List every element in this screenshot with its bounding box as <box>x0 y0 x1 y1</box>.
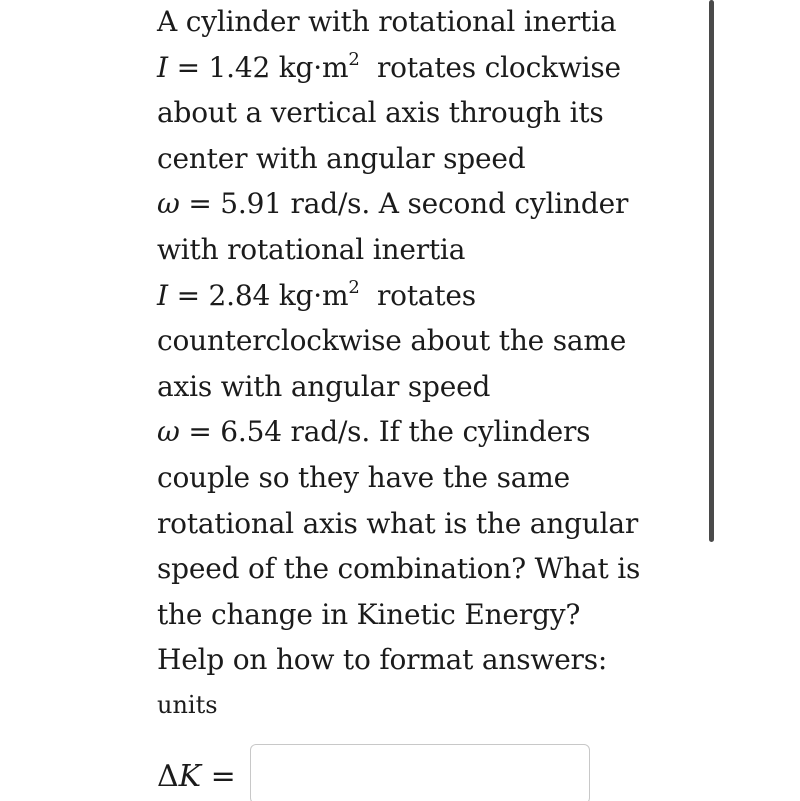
inertia-value: = 1.42 kg·m <box>167 50 349 84</box>
exponent: 2 <box>348 48 360 70</box>
problem-text: speed of the combination? What is <box>157 552 641 586</box>
inertia-symbol: I <box>157 50 168 84</box>
problem-text: center with angular speed <box>157 141 526 175</box>
inertia-symbol: I <box>157 278 168 312</box>
problem-line <box>157 273 697 319</box>
problem-text: the change in Kinetic Energy? <box>157 597 581 631</box>
answer-row <box>157 744 590 801</box>
problem-text: Help on how to format answers: <box>157 643 608 677</box>
kinetic-energy-symbol: K <box>178 759 202 794</box>
problem-line <box>157 90 697 136</box>
problem-text: couple so they have the same <box>157 460 570 494</box>
problem-text: A second cylinder <box>370 187 629 221</box>
problem-line <box>157 227 697 273</box>
problem-statement <box>157 0 697 725</box>
units-help-link[interactable]: units <box>157 690 218 719</box>
omega-symbol: ω <box>157 415 180 449</box>
problem-line <box>157 546 697 592</box>
problem-line <box>157 318 697 364</box>
problem-text: with rotational inertia <box>157 232 466 266</box>
problem-line <box>157 181 697 227</box>
problem-text: about a vertical axis through its <box>157 96 604 130</box>
problem-text: rotational axis what is the angular <box>157 506 639 540</box>
problem-line <box>157 364 697 410</box>
omega-symbol: ω <box>157 187 180 221</box>
problem-text: counterclockwise about the same <box>157 324 627 358</box>
problem-line <box>157 136 697 182</box>
problem-text: axis with angular speed <box>157 369 491 403</box>
problem-text: A cylinder with rotational inertia <box>157 5 617 38</box>
problem-line <box>157 455 697 501</box>
delta-k-answer-input[interactable] <box>250 744 590 801</box>
problem-text: rotates <box>359 278 476 312</box>
format-help-text <box>157 637 697 683</box>
delta-symbol: Δ <box>157 759 179 794</box>
problem-text: rotates clockwise <box>359 50 621 84</box>
problem-line <box>157 45 697 91</box>
omega-value: = 6.54 rad/s. <box>179 415 371 449</box>
scrollbar-thumb[interactable] <box>709 0 714 542</box>
answer-label <box>157 759 236 794</box>
inertia-value: = 2.84 kg·m <box>167 278 349 312</box>
exponent: 2 <box>348 276 360 298</box>
omega-value: = 5.91 rad/s. <box>179 187 371 221</box>
problem-line <box>157 501 697 547</box>
equals-sign: = <box>201 759 236 794</box>
problem-line <box>157 592 697 638</box>
problem-line <box>157 0 697 45</box>
problem-text: If the cylinders <box>370 415 591 449</box>
problem-line <box>157 409 697 455</box>
